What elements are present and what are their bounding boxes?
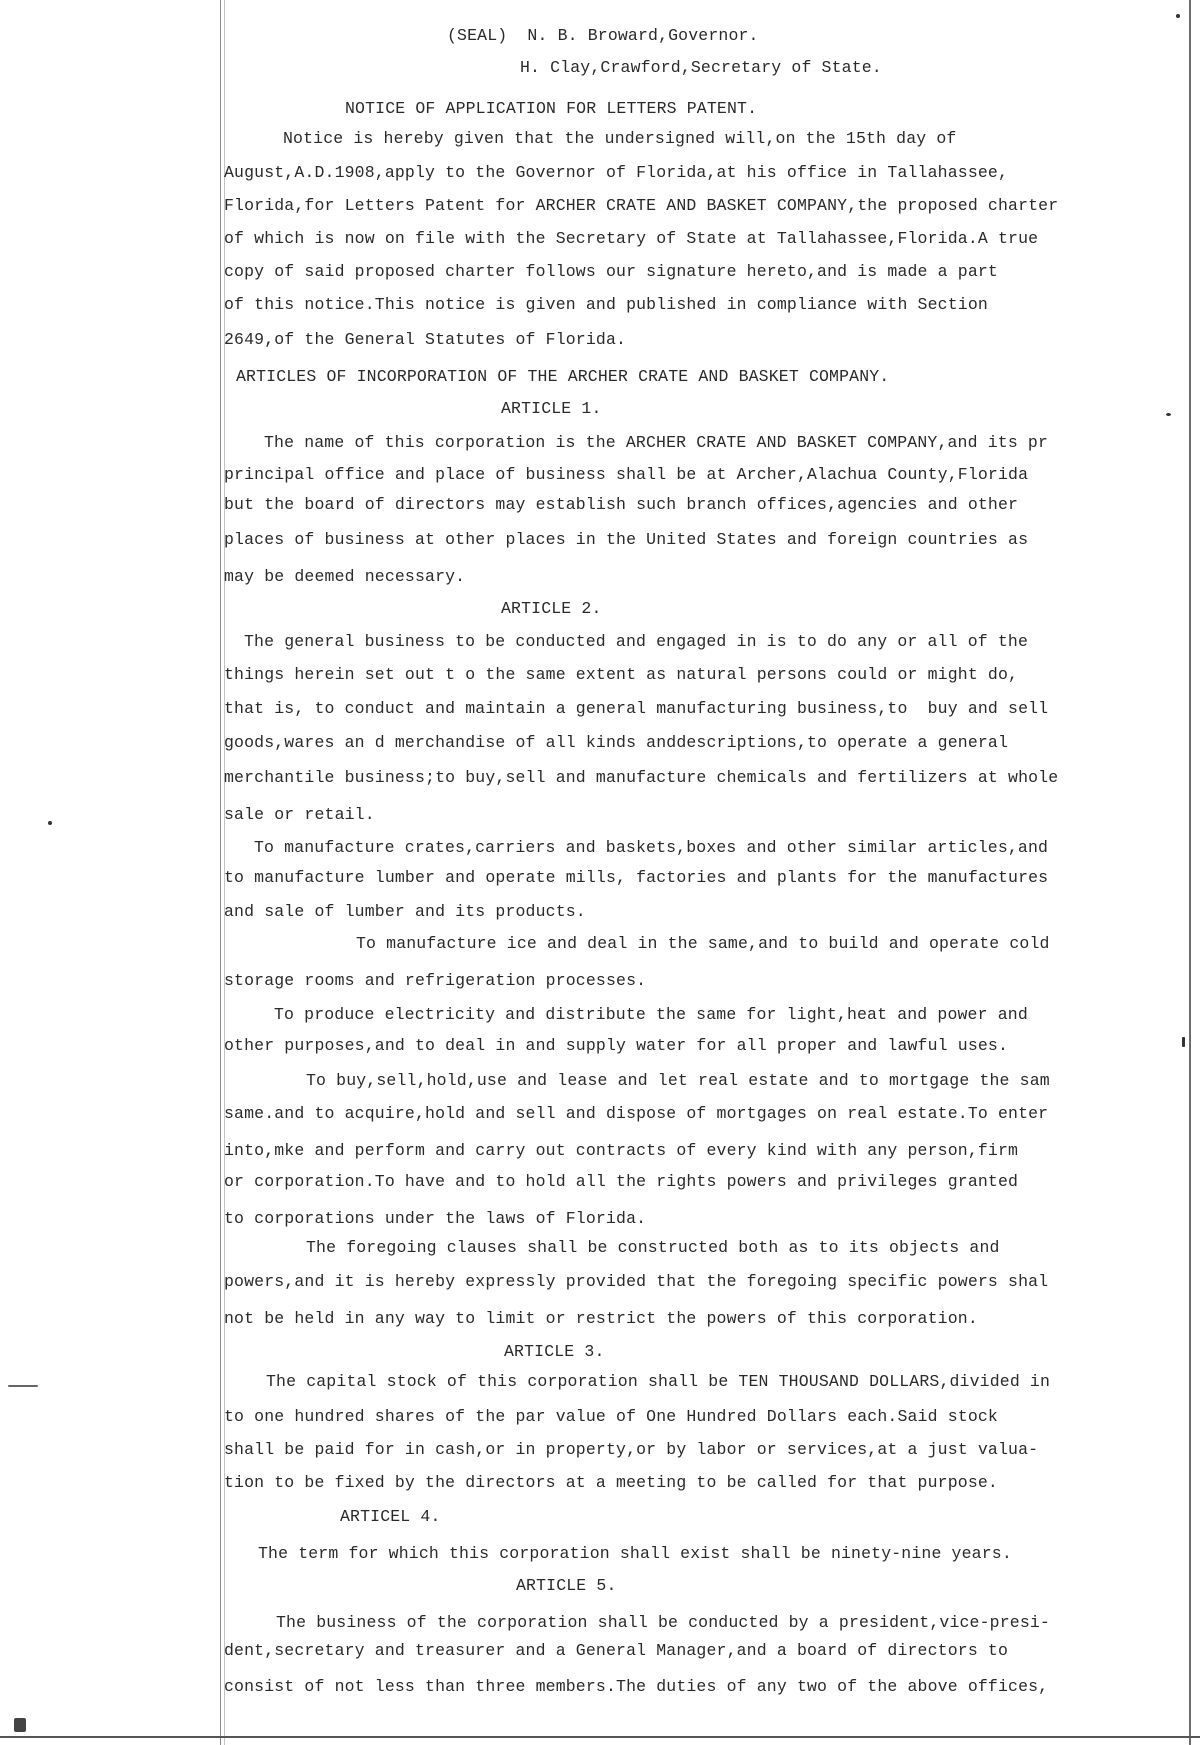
article-4-heading: ARTICEL 4. — [340, 1507, 441, 1526]
notice-line: of this notice.This notice is given and published in compliance with Section — [224, 295, 988, 314]
article-1-line: may be deemed necessary. — [224, 567, 466, 586]
article-3-line: The capital stock of this corporation shall be TEN THOUSAND DOLLARS,divided in — [266, 1372, 1051, 1391]
article-1-heading: ARTICLE 1. — [501, 399, 602, 418]
scan-speck — [14, 1718, 26, 1732]
article-5-line: dent,secretary and treasurer and a General Manager,and a board of directors to — [224, 1641, 1009, 1660]
scan-speck — [1182, 1037, 1185, 1047]
article-2-line: To manufacture ice and deal in the same,and to build and operate cold — [356, 934, 1050, 953]
notice-title: NOTICE OF APPLICATION FOR LETTERS PATENT. — [345, 99, 758, 118]
article-2-line: that is, to conduct and maintain a general manufacturing business,to buy and sell — [224, 699, 1049, 718]
seal-governor-line: (SEAL) N. B. Broward,Governor. — [447, 26, 759, 45]
article-2-line: other purposes,and to deal in and supply water for all proper and lawful uses. — [224, 1036, 1009, 1055]
article-2-line: The general business to be conducted and engaged in is to do any or all of the — [244, 632, 1029, 651]
article-2-line: powers,and it is hereby expressly provided that the foregoing specific powers shal — [224, 1272, 1049, 1291]
article-4-line: The term for which this corporation shall exist shall be ninety-nine years. — [258, 1544, 1012, 1563]
article-3-heading: ARTICLE 3. — [504, 1342, 605, 1361]
article-2-line: sale or retail. — [224, 805, 375, 824]
article-2-line: storage rooms and refrigeration processes. — [224, 971, 647, 990]
article-2-line: to corporations under the laws of Florida. — [224, 1209, 647, 1228]
article-2-line: not be held in any way to limit or restrict the powers of this corporation. — [224, 1309, 978, 1328]
article-2-line: To produce electricity and distribute the same for light,heat and power and — [274, 1005, 1028, 1024]
notice-line: copy of said proposed charter follows our signature hereto,and is made a part — [224, 262, 998, 281]
left-margin-rule — [220, 0, 221, 1745]
article-2-heading: ARTICLE 2. — [501, 599, 602, 618]
article-1-line: but the board of directors may establish such branch offices,agencies and other — [224, 495, 1019, 514]
notice-line: August,A.D.1908,apply to the Governor of Florida,at his office in Tallahassee, — [224, 163, 1009, 182]
articles-heading: ARTICLES OF INCORPORATION OF THE ARCHER CRATE AND BASKET COMPANY. — [236, 367, 890, 386]
article-2-line: to manufacture lumber and operate mills, factories and plants for the manufactures — [224, 868, 1049, 887]
article-1-line: The name of this corporation is the ARCHER CRATE AND BASKET COMPANY,and its pr — [264, 433, 1049, 452]
article-3-line: to one hundred shares of the par value of One Hundred Dollars each.Said stock — [224, 1407, 998, 1426]
notice-line: Florida,for Letters Patent for ARCHER CRATE AND BASKET COMPANY,the proposed charter — [224, 196, 1059, 215]
scan-speck — [48, 821, 52, 825]
article-2-line: same.and to acquire,hold and sell and dispose of mortgages on real estate.To enter — [224, 1104, 1049, 1123]
article-2-line: goods,wares an d merchandise of all kinds anddescriptions,to operate a general — [224, 733, 1009, 752]
article-2-line: and sale of lumber and its products. — [224, 902, 586, 921]
article-3-line: tion to be fixed by the directors at a meeting to be called for that purpose. — [224, 1473, 998, 1492]
article-5-line: consist of not less than three members.The duties of any two of the above offices, — [224, 1677, 1049, 1696]
article-5-heading: ARTICLE 5. — [516, 1576, 617, 1595]
article-2-line: things herein set out t o the same extent as natural persons could or might do, — [224, 665, 1019, 684]
right-edge-rule — [1189, 0, 1191, 1745]
scan-speck — [1166, 413, 1171, 416]
article-1-line: principal office and place of business shall be at Archer,Alachua County,Florida — [224, 465, 1029, 484]
article-2-line: The foregoing clauses shall be constructed both as to its objects and — [306, 1238, 1000, 1257]
article-2-line: To manufacture crates,carriers and baskets,boxes and other similar articles,and — [254, 838, 1049, 857]
article-2-line: merchantile business;to buy,sell and manufacture chemicals and fertilizers at whole — [224, 768, 1059, 787]
notice-line: Notice is hereby given that the undersigned will,on the 15th day of — [283, 129, 957, 148]
article-5-line: The business of the corporation shall be conducted by a president,vice-presi- — [276, 1613, 1050, 1632]
scan-speck — [1176, 14, 1180, 18]
article-2-line: into,mke and perform and carry out contracts of every kind with any person,firm — [224, 1141, 1019, 1160]
article-2-line: To buy,sell,hold,use and lease and let real estate and to mortgage the sam — [306, 1071, 1050, 1090]
article-3-line: shall be paid for in cash,or in property,or by labor or services,at a just valua- — [224, 1440, 1039, 1459]
bottom-edge-rule — [0, 1736, 1200, 1738]
notice-line: of which is now on file with the Secretary of State at Tallahassee,Florida.A true — [224, 229, 1039, 248]
secretary-line: H. Clay,Crawford,Secretary of State. — [520, 58, 882, 77]
scan-speck — [8, 1385, 38, 1387]
article-2-line: or corporation.To have and to hold all the rights powers and privileges granted — [224, 1172, 1019, 1191]
notice-line: 2649,of the General Statutes of Florida. — [224, 330, 627, 349]
article-1-line: places of business at other places in the United States and foreign countries as — [224, 530, 1029, 549]
